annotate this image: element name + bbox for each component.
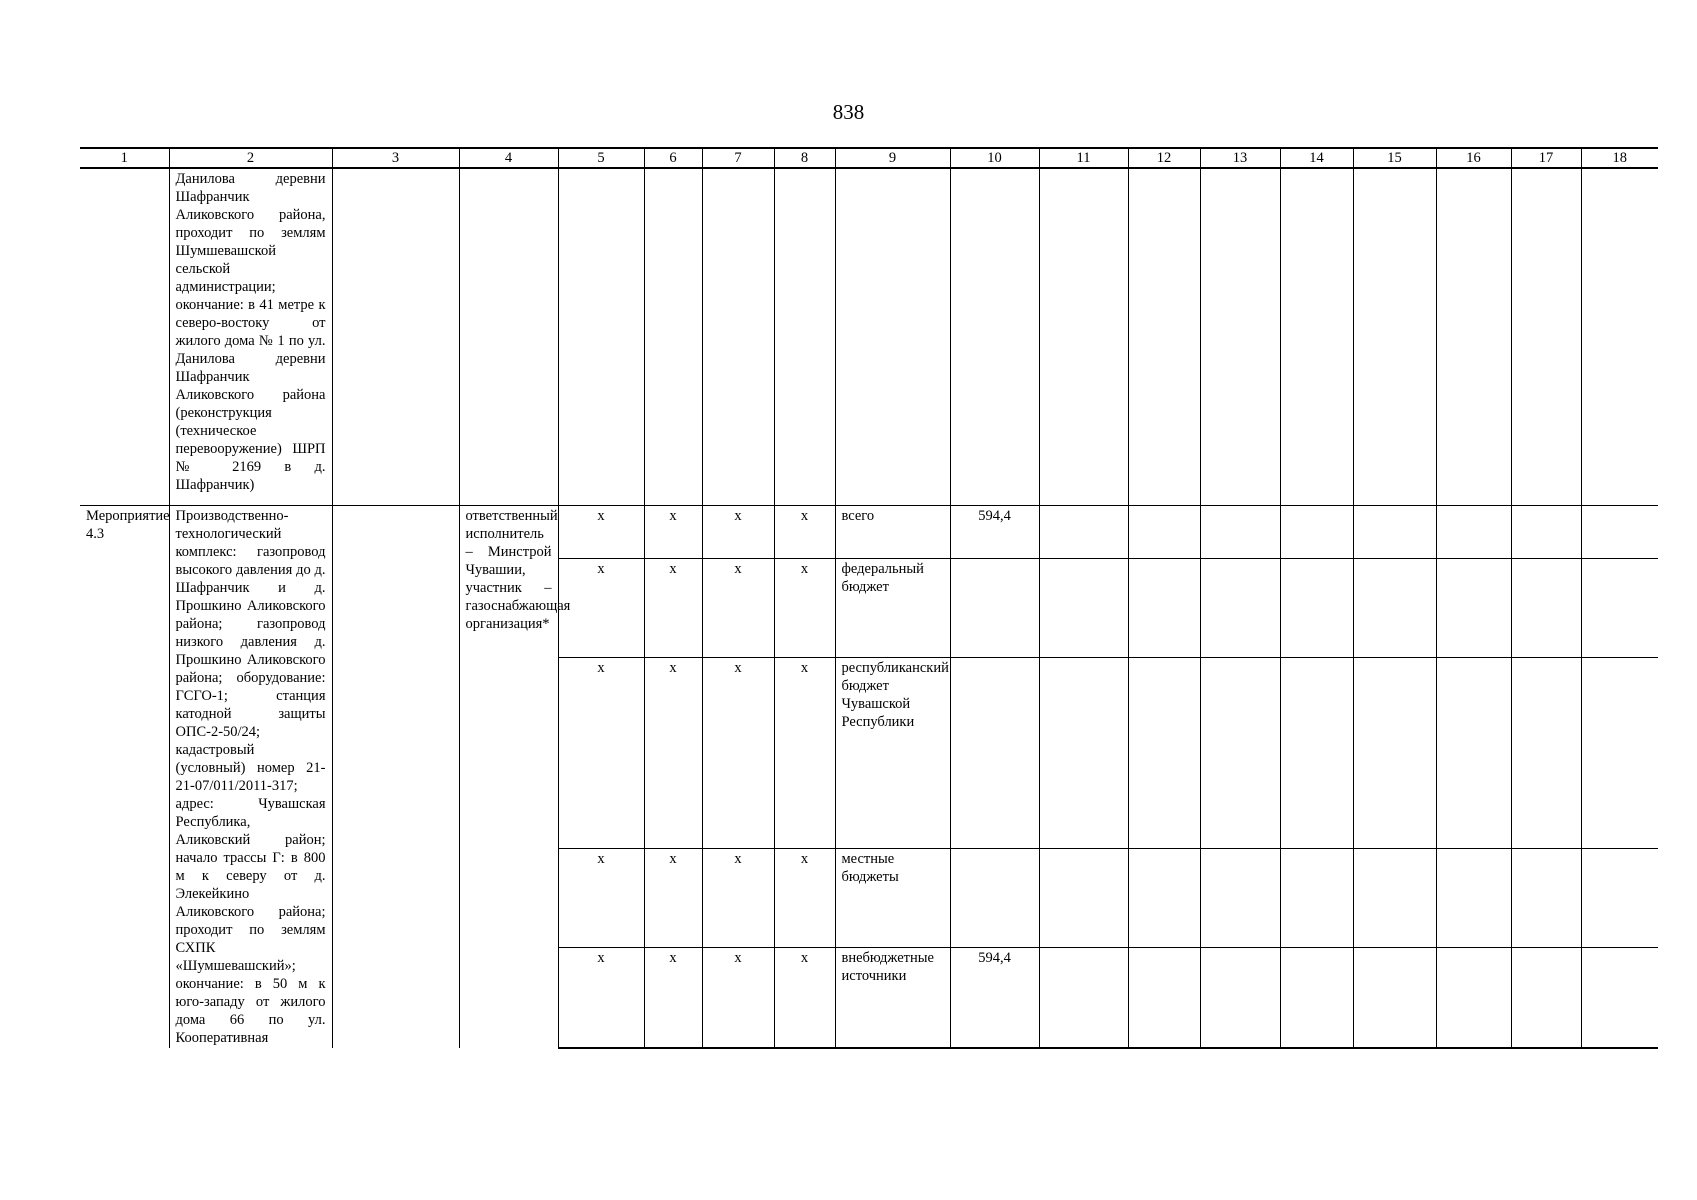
cell-c5: х xyxy=(558,658,644,849)
cell-c8: х xyxy=(774,559,835,658)
col-header: 14 xyxy=(1280,148,1353,168)
cell-c6: х xyxy=(644,948,702,1048)
funding-source: федеральный бюджет xyxy=(835,559,950,658)
cell-c6: х xyxy=(644,849,702,948)
col-header: 18 xyxy=(1581,148,1658,168)
col-header: 2 xyxy=(169,148,332,168)
col-header: 7 xyxy=(702,148,774,168)
cell-c5: х xyxy=(558,849,644,948)
continuation-description: Данилова деревни Шафранчик Аликовского района, проходит по землям Шумшевашской сельской администрации; окончание: в 41 метре к северо-востоку от жилого дома № 1 по ул. Данилова деревни Шафранчик Аликовского района (реконструкция (техническое перевооружение) ШРП № 2169 в д. Шафранчик) xyxy=(169,168,332,506)
measure-label: Мероприятие 4.3 xyxy=(80,506,169,1049)
program-table xyxy=(80,147,1658,1049)
col-header: 1 xyxy=(80,148,169,168)
col-header: 8 xyxy=(774,148,835,168)
cell-c5: х xyxy=(558,559,644,658)
cell-c5: х xyxy=(558,506,644,559)
cell-c10: 594,4 xyxy=(950,948,1039,1048)
funding-source: республиканский бюджет Чувашской Республики xyxy=(835,658,950,849)
col-header: 5 xyxy=(558,148,644,168)
cell-c8: х xyxy=(774,506,835,559)
funding-source: местные бюджеты xyxy=(835,849,950,948)
page-number: 838 xyxy=(832,100,865,124)
cell-c10 xyxy=(950,658,1039,849)
cell-c6: х xyxy=(644,559,702,658)
col-header: 4 xyxy=(459,148,558,168)
cell-c8: х xyxy=(774,948,835,1048)
cell-c10 xyxy=(950,849,1039,948)
cell-c7: х xyxy=(702,559,774,658)
cell-c10: 594,4 xyxy=(950,506,1039,559)
cell-c7: х xyxy=(702,948,774,1048)
col-header: 12 xyxy=(1128,148,1200,168)
funding-source: внебюджетные источники xyxy=(835,948,950,1048)
column-number-row xyxy=(80,148,1658,168)
cell-c5: х xyxy=(558,948,644,1048)
col-header: 13 xyxy=(1200,148,1280,168)
col-header: 17 xyxy=(1511,148,1581,168)
col-header: 15 xyxy=(1353,148,1436,168)
cell-c6: х xyxy=(644,658,702,849)
col-header: 10 xyxy=(950,148,1039,168)
table-row xyxy=(80,506,1658,559)
cell-c8: х xyxy=(774,658,835,849)
cell-c7: х xyxy=(702,849,774,948)
measure-executor: ответственный исполнитель – Минстрой Чувашии, участник – газоснабжающая организация* xyxy=(459,506,558,1049)
cell-c8: х xyxy=(774,849,835,948)
col-header: 16 xyxy=(1436,148,1511,168)
col-header: 6 xyxy=(644,148,702,168)
measure-description: Производственно-технологический комплекс: газопровод высокого давления до д. Шафранчик и д. Прошкино Аликовского района; газопровод низкого давления д. Прошкино Аликовского района; оборудование: ГСГО-1; станция катодной защиты ОПС-2-50/24; кадастровый (условный) номер 21-21-07/011/2011-317; адрес: Чувашская Республика, Аликовский район; начало трассы Г: в 800 м к северу от д. Элекейкино Аликовского района; проходит по землям СХПК «Шумшевашский»; окончание: в 50 м к юго-западу от жилого дома 66 по ул. Кооперативная xyxy=(169,506,332,1049)
funding-source: всего xyxy=(835,506,950,559)
col-header: 9 xyxy=(835,148,950,168)
col-header: 3 xyxy=(332,148,459,168)
cell-c10 xyxy=(950,559,1039,658)
col-header: 11 xyxy=(1039,148,1128,168)
continuation-row xyxy=(80,168,1658,506)
cell-c6: х xyxy=(644,506,702,559)
cell-c7: х xyxy=(702,506,774,559)
cell-c7: х xyxy=(702,658,774,849)
